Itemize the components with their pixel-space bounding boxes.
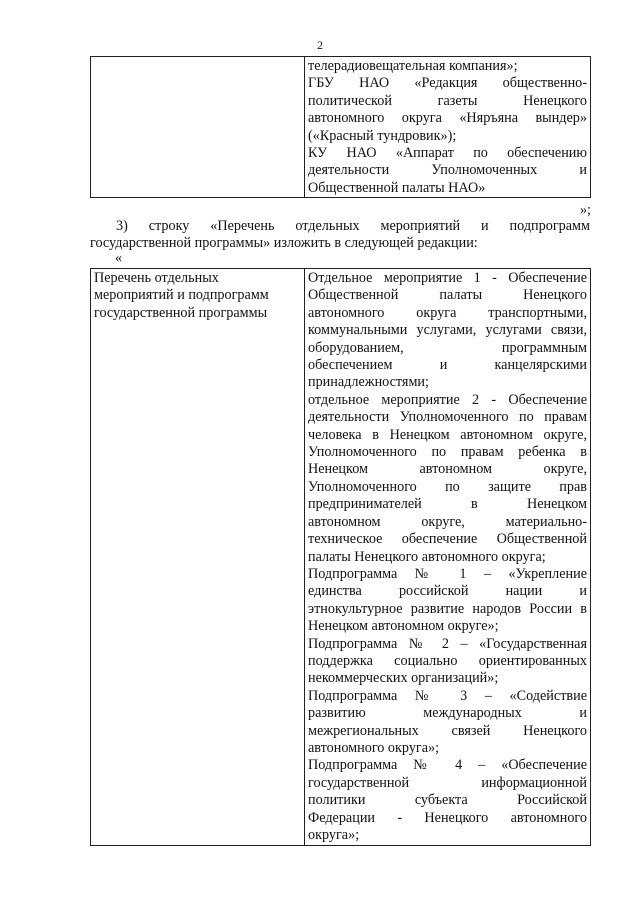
bottom-table [90, 268, 591, 846]
page-number: 2 [317, 38, 323, 52]
paragraph-line-2: государственной программы» изложить в следующей редакции: [90, 235, 478, 252]
paragraph-line-1: 3) строку «Перечень отдельных мероприятий и подпрограмм [116, 218, 590, 234]
cell-text-line: принадлежностями; [308, 374, 429, 391]
cell-text-line: отдельное мероприятие 2 - Обеспечение [308, 391, 587, 408]
cell-text-line: ГБУ НАО «Редакция общественно- [308, 75, 587, 92]
cell-text-line: деятельности Уполномоченных и [308, 162, 587, 179]
cell-text-line: предпринимателей в Ненецком [308, 496, 587, 513]
instruction-paragraph [90, 218, 590, 253]
cell-text-line: техническое обеспечение Общественной [308, 531, 587, 548]
cell-text-line: развитию международных и [308, 705, 587, 722]
cell-text-line: округа»; [308, 827, 360, 843]
cell-text-line: политики субъекта Российской [308, 792, 587, 809]
cell-text-line: этнокультурное развитие народов России в [308, 600, 587, 617]
cell-text-line: Уполномоченного по правам ребенка в [308, 444, 587, 461]
cell-text-line: Ненецком автономном округе»; [308, 618, 499, 635]
cell-text-line: Подпрограмма № 2 – «Государственная [308, 635, 587, 652]
cell-text-line: автономного округа «Няръяна вындер» [308, 110, 587, 127]
cell-text-line: некоммерческих организаций»; [308, 670, 499, 687]
top-table-right-cell [305, 57, 591, 198]
cell-text-line: Подпрограмма № 4 – «Обеспечение [308, 757, 587, 774]
opening-quote: « [115, 250, 123, 266]
cell-text-line: поддержка социально ориентированных [308, 652, 587, 669]
cell-text-line: Федерации - Ненецкого автономного [308, 809, 587, 826]
cell-text-line: («Красный тундровик»); [308, 127, 457, 144]
cell-text-line: межрегиональных связей Ненецкого [308, 722, 587, 739]
cell-text-line: автономном округе, материально- [308, 513, 587, 530]
top-table [90, 56, 591, 198]
cell-text-line: государственной информационной [308, 774, 587, 791]
closing-quote: »; [579, 202, 591, 218]
left-cell-line: мероприятий и подпрограмм [94, 287, 269, 304]
cell-text-line: Уполномоченного по защите прав [308, 478, 587, 495]
cell-text-line: Подпрограмма № 1 – «Укрепление [308, 565, 587, 582]
left-cell-line: Перечень отдельных [94, 270, 219, 286]
bottom-table-left-cell [91, 269, 305, 846]
cell-text-line: коммунальными услугами, услугами связи, [308, 322, 587, 339]
cell-text-line: оборудованием, программным [308, 339, 587, 356]
cell-text-line: Общественной палаты Ненецкого [308, 287, 587, 304]
cell-text-line: обеспечением и канцелярскими [308, 357, 587, 374]
top-table-left-cell [91, 57, 305, 198]
cell-text-line: Отдельное мероприятие 1 - Обеспечение [308, 270, 587, 286]
cell-text-line: Ненецком автономном округе, [308, 461, 587, 478]
cell-text-line: деятельности Уполномоченного по правам [308, 409, 587, 426]
bottom-table-right-cell [305, 269, 591, 846]
cell-text-line: автономного округа транспортными, [308, 304, 587, 321]
cell-text-line: политической газеты Ненецкого [308, 92, 587, 109]
cell-text-line: Общественной палаты НАО» [308, 179, 486, 196]
cell-text-line: телерадиовещательная компания»; [308, 58, 518, 74]
cell-text-line: КУ НАО «Аппарат по обеспечению [308, 145, 587, 162]
cell-text-line: человека в Ненецком автономном округе, [308, 426, 587, 443]
cell-text-line: единства российской нации и [308, 583, 587, 600]
left-cell-line: государственной программы [94, 304, 268, 321]
cell-text-line: Подпрограмма № 3 – «Содействие [308, 687, 587, 704]
cell-text-line: автономного округа»; [308, 739, 440, 756]
cell-text-line: палаты Ненецкого автономного округа; [308, 548, 546, 565]
